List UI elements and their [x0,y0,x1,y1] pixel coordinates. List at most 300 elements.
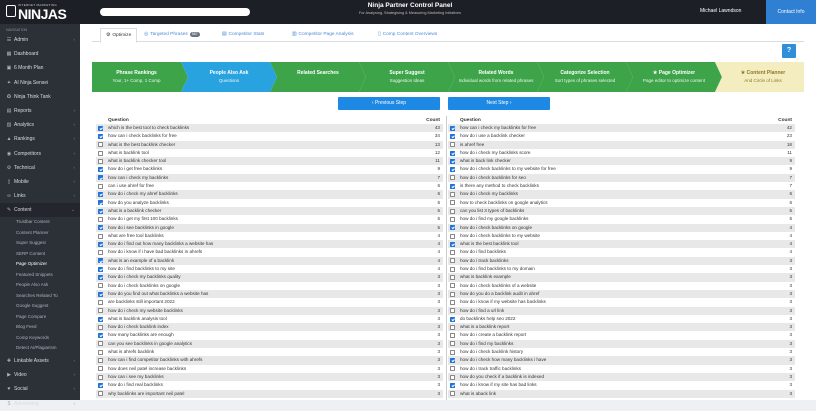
row-checkbox[interactable] [450,292,455,297]
table-row [448,348,795,356]
question-count: 3 [789,299,792,305]
next-step-button[interactable]: Next Step › [448,97,550,110]
tab-competitor-stats-label: Competitor Stats [228,32,265,37]
chevron-icon: ‹ [73,400,75,406]
table-row [96,373,443,381]
question-text: how many backlinks are enough [108,332,174,338]
row-checkbox[interactable] [450,325,455,330]
sidebar [0,24,80,407]
question-count: 7 [437,174,440,180]
question-text: how do i track backlinks [460,257,509,263]
question-column-header: Question [108,118,129,123]
user-name[interactable]: Michael Lawndson [700,8,742,14]
question-text: how do i find out how many backlinks a website has [108,241,214,247]
table-row [448,390,795,398]
step-6[interactable] [633,62,715,92]
question-count: 5 [437,199,440,205]
sidebar-item-label: Admin [14,37,29,43]
table-row [448,340,795,348]
row-checkbox[interactable] [98,250,103,255]
row-checkbox[interactable] [98,366,103,371]
question-text: how do you do a backlink audit in ahref [460,290,540,296]
panel-divider [446,116,447,400]
step-2[interactable] [277,62,359,92]
question-count: 3 [437,340,440,346]
question-count: 3 [437,390,440,396]
row-checkbox[interactable] [98,283,103,288]
question-count: 9 [789,166,792,172]
question-count: 3 [437,365,440,371]
sidebar-item[interactable] [0,132,80,146]
question-text: how do i find backlinks [460,249,506,255]
row-checkbox[interactable] [450,200,455,205]
sidebar-subitem[interactable]: Page Compare [16,313,47,319]
table-row [96,265,443,273]
row-checkbox[interactable] [98,358,103,363]
contact-info-button[interactable]: Contact Info [766,0,816,24]
sidebar-item[interactable] [0,76,80,90]
table-row [96,273,443,281]
table-row [448,132,795,140]
row-checkbox[interactable] [450,126,455,131]
sidebar-item-icon: ⚙ [6,164,12,171]
sidebar-item-label: Video [14,372,27,379]
tab-targeted-phrases[interactable] [144,28,200,42]
sidebar-item[interactable] [0,90,80,104]
step-7[interactable] [722,62,804,92]
chevron-icon: ‹ [73,150,75,156]
sidebar-subitem[interactable]: Comp Keywords [16,334,50,340]
question-count: 34 [434,133,440,139]
sidebar-subitem[interactable]: Trustbar Content [16,219,50,225]
step-title: Super Suggest [389,70,425,76]
question-count: 3 [437,290,440,296]
sidebar-subitem[interactable]: Super Suggest [16,240,46,246]
question-text: what is backlink example [460,274,511,280]
table-row [96,124,443,132]
row-checkbox[interactable] [98,341,103,346]
row-checkbox[interactable] [98,300,103,305]
logo[interactable] [6,2,88,22]
question-count: 6 [789,191,792,197]
row-checkbox[interactable] [450,151,455,156]
step-subtitle: Sort types of phrases selected [554,78,616,83]
question-count: 3 [789,315,792,321]
row-checkbox[interactable] [98,209,103,214]
question-count: 3 [789,266,792,272]
chevron-icon: ‹ [73,178,75,184]
row-checkbox[interactable] [450,300,455,305]
chevron-icon: ‹ [73,193,75,199]
table-row [448,356,795,364]
question-count: 23 [786,133,792,139]
row-checkbox[interactable] [450,217,455,222]
table-row [448,381,795,389]
question-text: how do i check backlink history [460,349,524,355]
question-count: 5 [789,216,792,222]
question-count: 9 [789,158,792,164]
question-count: 6 [437,191,440,197]
question-text: what is a backlink report [460,324,510,330]
question-count: 5 [789,207,792,213]
row-checkbox[interactable] [450,184,455,189]
row-checkbox[interactable] [450,391,455,396]
table-row [448,290,795,298]
chevron-icon: ‹ [73,107,75,113]
row-checkbox[interactable] [450,209,455,214]
table-row [96,232,443,240]
table-row [96,282,443,290]
row-checkbox[interactable] [98,151,103,156]
row-checkbox[interactable] [98,275,103,280]
step-title: People Also Ask [209,70,249,76]
row-checkbox[interactable] [98,317,103,322]
row-checkbox[interactable] [450,350,455,355]
sidebar-subitem[interactable]: Searches Related To [16,292,58,298]
sidebar-item-icon: ☰ [6,37,12,43]
previous-step-button[interactable]: ‹ Previous Step [338,97,440,110]
table-row [448,157,795,165]
question-count: 7 [789,174,792,180]
row-checkbox[interactable] [450,366,455,371]
search-input[interactable] [100,8,250,16]
question-text: how do you check if a backlink is indexed [460,373,545,379]
question-count: 3 [437,332,440,338]
sidebar-item-label: Reports [14,107,32,114]
question-text: how do i find my backlinks [460,340,514,346]
tab-comp-content-overviews[interactable] [378,28,437,42]
sidebar-item[interactable] [0,382,80,396]
question-count: 3 [437,382,440,388]
question-count: 4 [437,232,440,238]
table-row [448,265,795,273]
sidebar-item-label: Advertising [14,400,39,407]
table-row [96,248,443,256]
sidebar-item[interactable] [0,368,80,382]
question-count: 3 [789,365,792,371]
question-text: how do i check backlinks to my website [460,232,540,238]
tab-optimize[interactable] [100,28,137,43]
row-checkbox[interactable] [450,383,455,388]
question-text: why backlinks are important neil patel [108,390,185,396]
step-3[interactable] [366,62,448,92]
row-checkbox[interactable] [450,167,455,172]
sidebar-item-icon: ▦ [6,51,12,58]
row-checkbox[interactable] [450,275,455,280]
row-checkbox[interactable] [98,200,103,205]
row-checkbox[interactable] [450,192,455,197]
question-count: 18 [786,141,792,147]
step-subtitle: Individual words from related phrases [458,78,534,83]
question-count: 13 [434,141,440,147]
step-4[interactable] [455,62,537,92]
row-checkbox[interactable] [450,225,455,230]
row-checkbox[interactable] [450,267,455,272]
count-column-header: Count [778,118,792,123]
row-checkbox[interactable] [450,250,455,255]
sidebar-item[interactable] [0,147,80,161]
sidebar-item[interactable] [0,118,80,132]
sidebar-item[interactable] [0,175,80,189]
sidebar-item[interactable] [0,354,80,368]
table-row [96,207,443,215]
row-checkbox[interactable] [450,134,455,139]
sidebar-item[interactable] [0,189,80,203]
row-checkbox[interactable] [98,159,103,164]
question-text: are backlinks still important 2022 [108,299,175,305]
row-checkbox[interactable] [98,184,103,189]
question-count: 3 [437,282,440,288]
row-checkbox[interactable] [98,142,103,147]
page-icon: ▥ [292,32,297,37]
sidebar-subitem[interactable]: Detect AI/Plagiarism [16,345,57,351]
table-row [96,224,443,232]
question-count: 5 [437,216,440,222]
chevron-icon: ‹ [73,37,75,42]
question-count: 3 [437,307,440,313]
question-text: how do i check my backlinks quality [108,274,181,280]
question-count: 3 [789,274,792,280]
tab-competitor-page-label: Competitor Page Analysis [298,32,354,37]
question-text: what is the best backlink tool [460,241,519,247]
table-row [96,348,443,356]
row-checkbox[interactable] [98,242,103,247]
question-text: what is ahrefs backlink [108,349,155,355]
question-text: what is aback link [460,390,497,396]
row-checkbox[interactable] [98,134,103,139]
question-count: 11 [435,158,440,164]
table-row [96,257,443,265]
question-text: how do you analyze backlinks [108,199,169,205]
question-text: what are free tool backlinks [108,232,164,238]
table-row [96,390,443,398]
question-count: 3 [789,324,792,330]
row-checkbox[interactable] [98,375,103,380]
tab-targeted-label: Targeted Phrases [150,32,188,37]
question-text: how do i find my google backlinks [460,216,529,222]
sidebar-subitem[interactable]: Featured Snippets [16,271,53,277]
table-row [96,365,443,373]
sidebar-item[interactable] [0,104,80,118]
question-count: 3 [789,390,792,396]
logo-text: NINJAS [18,6,67,22]
sidebar-item[interactable] [0,61,80,75]
question-text: what is the best backlink checker [108,141,176,147]
row-checkbox[interactable] [450,234,455,239]
question-count: 3 [789,290,792,296]
step-5[interactable] [544,62,626,92]
question-count: 12 [434,149,440,155]
row-checkbox[interactable] [450,258,455,263]
question-count: 4 [437,249,440,255]
sidebar-item[interactable] [0,33,80,47]
question-text: what is a backlink checker [108,207,162,213]
row-checkbox[interactable] [450,142,455,147]
sidebar-item-label: Linkable Assets [14,357,49,364]
question-text: do backlinks help seo 2022 [460,315,516,321]
question-text: how do i find backlinks to my domain [460,266,535,272]
table-row [96,174,443,182]
table-row [96,141,443,149]
question-count: 3 [437,357,440,363]
sidebar-item-label: AI Ninja Sensei [14,79,49,86]
question-count: 3 [789,340,792,346]
sidebar-item[interactable] [0,203,80,217]
step-title: Related Searches [297,70,339,76]
table-row [448,207,795,215]
row-checkbox[interactable] [450,375,455,380]
row-checkbox[interactable] [450,175,455,180]
table-row [448,315,795,323]
table-row [96,132,443,140]
row-checkbox[interactable] [98,167,103,172]
question-text: what is back link checker [460,158,511,164]
left-table-header [96,116,443,124]
row-checkbox[interactable] [98,192,103,197]
question-count: 3 [789,282,792,288]
table-row [448,174,795,182]
row-checkbox[interactable] [98,292,103,297]
row-checkbox[interactable] [98,308,103,313]
table-row [448,182,795,190]
table-row [96,157,443,165]
help-button[interactable]: ? [782,44,796,58]
question-text: how can i find competitor backlinks with ahrefs [108,357,203,363]
row-checkbox[interactable] [98,225,103,230]
question-count: 3 [789,257,792,263]
tab-bar [92,26,804,42]
question-text: is there any method to check backlinks [460,183,539,189]
table-row [96,356,443,364]
sidebar-subitem[interactable]: Content Planner [16,229,49,235]
sidebar-subitem[interactable]: Page Optimizer [16,261,48,267]
sidebar-item-label: Analytics [14,122,35,129]
question-text: how can i check my backlinks [108,174,169,180]
chevron-icon: ‹ [73,136,75,142]
tab-competitor-stats[interactable] [222,28,264,42]
question-count: 3 [437,349,440,355]
question-count: 3 [789,332,792,338]
question-text: how do you find out what backlinks a website has [108,290,209,296]
question-count: 4 [789,241,792,247]
row-checkbox[interactable] [98,325,103,330]
table-row [96,190,443,198]
sidebar-subitem[interactable]: SERP Content [16,250,46,256]
question-count: 43 [434,125,440,130]
sidebar-item-icon: ▯ [7,178,11,185]
sidebar-subitem[interactable]: Blog Feed [16,324,37,330]
ninja-logo-icon [6,5,16,17]
row-checkbox[interactable] [450,283,455,288]
row-checkbox[interactable] [98,217,103,222]
question-text: how do i find real backlinks [108,382,163,388]
step-1[interactable] [188,62,270,92]
table-row [96,290,443,298]
step-title: ★ Content Planner [740,70,786,76]
row-checkbox[interactable] [450,308,455,313]
table-row [96,199,443,207]
right-table-header [448,116,795,124]
row-checkbox[interactable] [98,175,103,180]
question-text: can you list 3 types of backlinks [460,207,525,213]
row-checkbox[interactable] [98,267,103,272]
sidebar-subitem[interactable]: Google Suggest [16,303,49,309]
sidebar-item[interactable] [0,47,80,61]
question-text: what is backlink checker tool [108,158,167,164]
step-subtitle: Your, 1+ Comp, 1 Comp [112,78,161,83]
table-row [96,323,443,331]
sidebar-item[interactable] [0,161,80,175]
question-text: how do i know if my website has backlinks [460,299,546,305]
question-text: how do i know if my site has bad links [460,382,537,388]
sidebar-item-label: Technical [14,164,35,171]
sidebar-item-label: Content [14,207,32,214]
table-row [96,315,443,323]
row-checkbox[interactable] [98,383,103,388]
question-text: how do i check backlink index [108,324,169,330]
step-title: Categorize Selection [560,70,610,76]
row-checkbox[interactable] [450,341,455,346]
row-checkbox[interactable] [98,258,103,263]
question-text: how do i check backlinks of a website [460,282,537,288]
row-checkbox[interactable] [450,159,455,164]
row-checkbox[interactable] [98,126,103,131]
sidebar-item-label: Mobile [14,178,29,185]
question-count: 4 [789,232,792,238]
row-checkbox[interactable] [98,350,103,355]
table-row [96,182,443,190]
sidebar-item[interactable] [0,397,80,411]
question-count: 3 [789,357,792,363]
main-content [80,24,816,400]
row-checkbox[interactable] [450,358,455,363]
question-count: 7 [789,183,792,189]
step-subtitle: Questions [218,78,240,83]
row-checkbox[interactable] [450,317,455,322]
question-text: how do i find a url link [460,307,505,313]
settings-icon: ⚙ [106,33,111,38]
table-row [448,240,795,248]
tab-competitor-page-analysis[interactable] [292,28,353,42]
panel-subtitle: For Analysing, Strategising & Measuring Marketing Initiatives [358,11,462,15]
question-count: 3 [437,274,440,280]
sidebar-item-icon: ✎ [6,207,12,214]
row-checkbox[interactable] [98,391,103,396]
question-text: can you see backlinks in google analytics [108,340,193,346]
table-row [96,298,443,306]
table-row [96,381,443,389]
tab-comp-content-label: Comp Content Overviews [382,32,438,37]
table-row [448,149,795,157]
step-0[interactable] [92,62,181,92]
row-checkbox[interactable] [98,234,103,239]
sidebar-item-label: Rankings [14,136,35,143]
chart-icon: ▤ [222,32,227,37]
question-count: 3 [437,315,440,321]
question-text: how do i get free backlinks [108,166,163,172]
table-row [96,149,443,157]
row-checkbox[interactable] [450,242,455,247]
question-count: 42 [786,125,792,130]
row-checkbox[interactable] [450,333,455,338]
sidebar-subitem[interactable]: People Also Ask [16,282,49,288]
question-text: how do i check backlinks on google [460,224,533,230]
question-count: 4 [437,257,440,263]
sidebar-item-label: Social [14,386,28,393]
right-question-panel [448,116,795,400]
table-row [448,199,795,207]
row-checkbox[interactable] [98,333,103,338]
